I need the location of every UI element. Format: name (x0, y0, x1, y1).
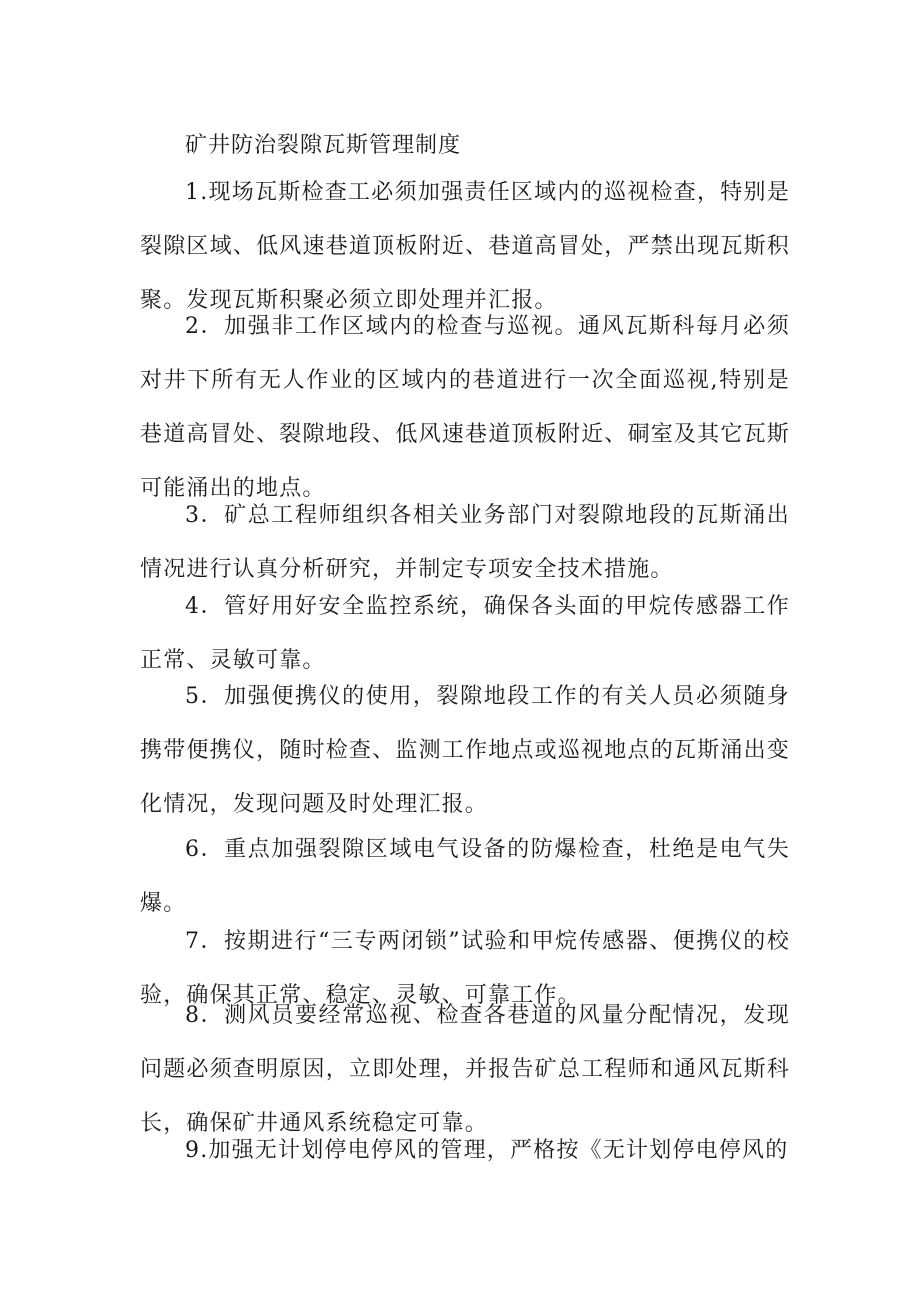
document-title: 矿井防治裂隙瓦斯管理制度 (185, 133, 462, 158)
paragraph-3: 3．矿总工程师组织各相关业务部门对裂隙地段的瓦斯涌出情况进行认真分析研究，并制定专项安全技术措施。 (140, 503, 790, 582)
paragraph-2: 2．加强非工作区域内的检查与巡视。通风瓦斯科每月必须对井下所有无人作业的区域内的巷道进行一次全面巡视,特别是巷道高冒处、裂隙地段、低风速巷道顶板附近、硐室及其它瓦斯可能涌出的地点。 (140, 314, 790, 501)
paragraph-4: 4．管好用好安全监控系统，确保各头面的甲烷传感器工作正常、灵敏可靠。 (140, 594, 790, 673)
paragraph-1: 1.现场瓦斯检查工必须加强责任区域内的巡视检查，特别是裂隙区域、低风速巷道顶板附近、巷道高冒处，严禁出现瓦斯积聚。发现瓦斯积聚必须立即处理并汇报。 (140, 180, 790, 313)
paragraph-5: 5．加强便携仪的使用，裂隙地段工作的有关人员必须随身携带便携仪，随时检查、监测工作地点或巡视地点的瓦斯涌出变化情况，发现问题及时处理汇报。 (140, 684, 790, 817)
paragraph-6: 6．重点加强裂隙区域电气设备的防爆检查，杜绝是电气失爆。 (140, 837, 790, 916)
paragraph-7: 7．按期进行“三专两闭锁”试验和甲烷传感器、便携仪的校验，确保其正常、稳定、灵敏、可靠工作。 (140, 929, 790, 1008)
paragraph-9: 9.加强无计划停电停风的管理，严格按《无计划停电停风的 (185, 1138, 789, 1163)
paragraph-8: 8．测风员要经常巡视、检查各巷道的风量分配情况，发现问题必须查明原因，立即处理，并报告矿总工程师和通风瓦斯科长，确保矿井通风系统稳定可靠。 (140, 1003, 790, 1136)
